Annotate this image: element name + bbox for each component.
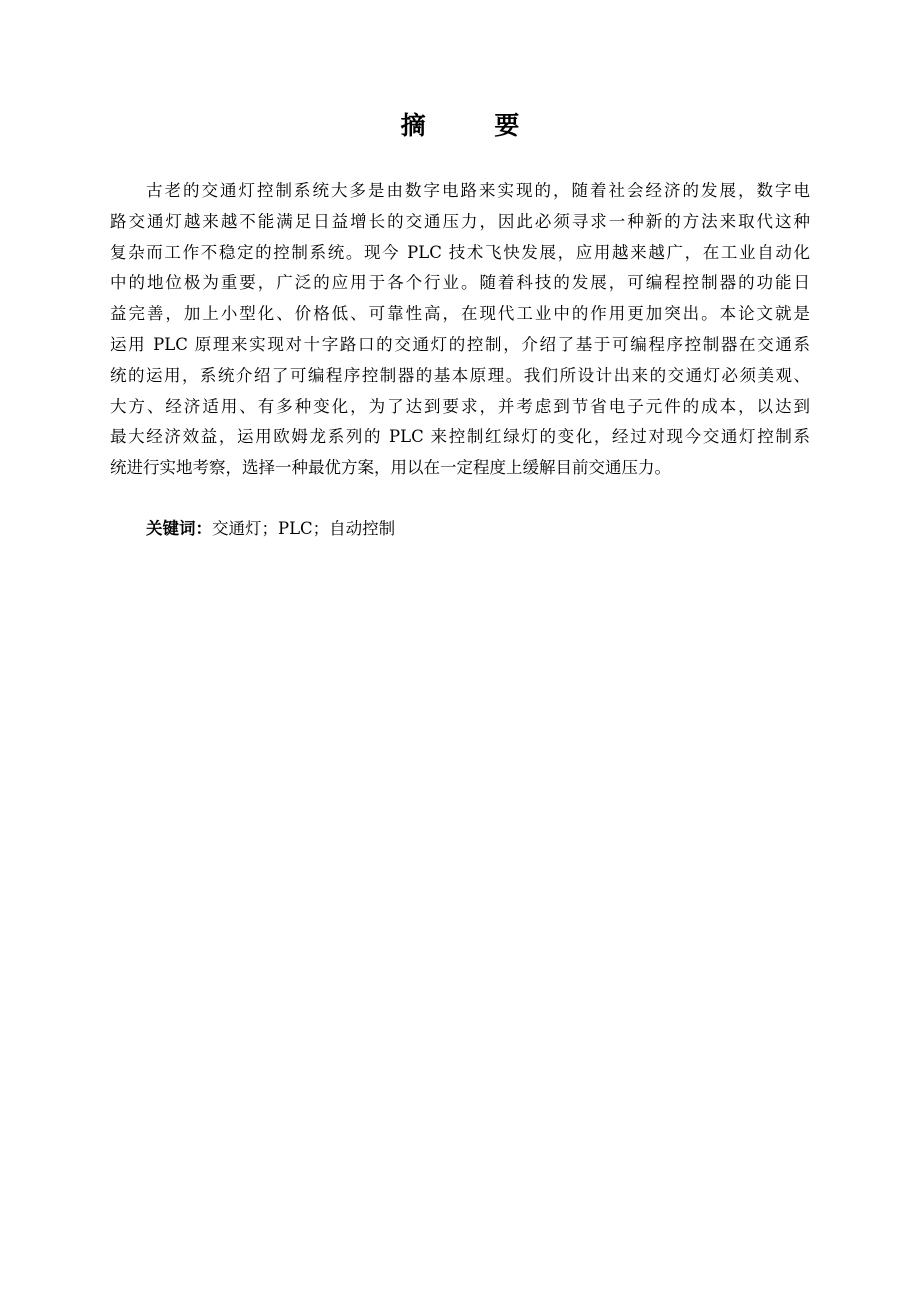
keywords-line xyxy=(146,514,395,544)
page-title: 摘 要 xyxy=(400,111,550,140)
abstract-body xyxy=(110,176,810,484)
abstract-line: 运用 PLC 原理来实现对十字路口的交通灯的控制，介绍了基于可编程序控制器在交通系 xyxy=(110,334,810,354)
abstract-line: 路交通灯越来越不能满足日益增长的交通压力，因此必须寻求一种新的方法来取代这种 xyxy=(110,211,810,231)
abstract-line: 益完善，加上小型化、价格低、可靠性高，在现代工业中的作用更加突出。本论文就是 xyxy=(110,304,810,324)
abstract-line: 最大经济效益，运用欧姆龙系列的 PLC 来控制红绿灯的变化，经过对现今交通灯控制系 xyxy=(110,427,810,447)
keywords-label: 关键词： xyxy=(146,519,212,538)
abstract-line: 古老的交通灯控制系统大多是由数字电路来实现的，随着社会经济的发展，数字电 xyxy=(146,181,810,200)
abstract-line: 复杂而工作不稳定的控制系统。现今 PLC 技术飞快发展，应用越来越广，在工业自动化 xyxy=(110,242,810,262)
abstract-line: 大方、经济适用、有多种变化，为了达到要求，并考虑到节省电子元件的成本，以达到 xyxy=(110,396,810,416)
abstract-line: 中的地位极为重要，广泛的应用于各个行业。随着科技的发展，可编程控制器的功能日 xyxy=(110,273,810,293)
abstract-line: 统的运用，系统介绍了可编程序控制器的基本原理。我们所设计出来的交通灯必须美观、 xyxy=(110,365,810,385)
abstract-line: 统进行实地考察，选择一种最优方案，用以在一定程度上缓解目前交通压力。 xyxy=(110,458,671,478)
keywords-value: 交通灯；PLC；自动控制 xyxy=(212,519,396,538)
